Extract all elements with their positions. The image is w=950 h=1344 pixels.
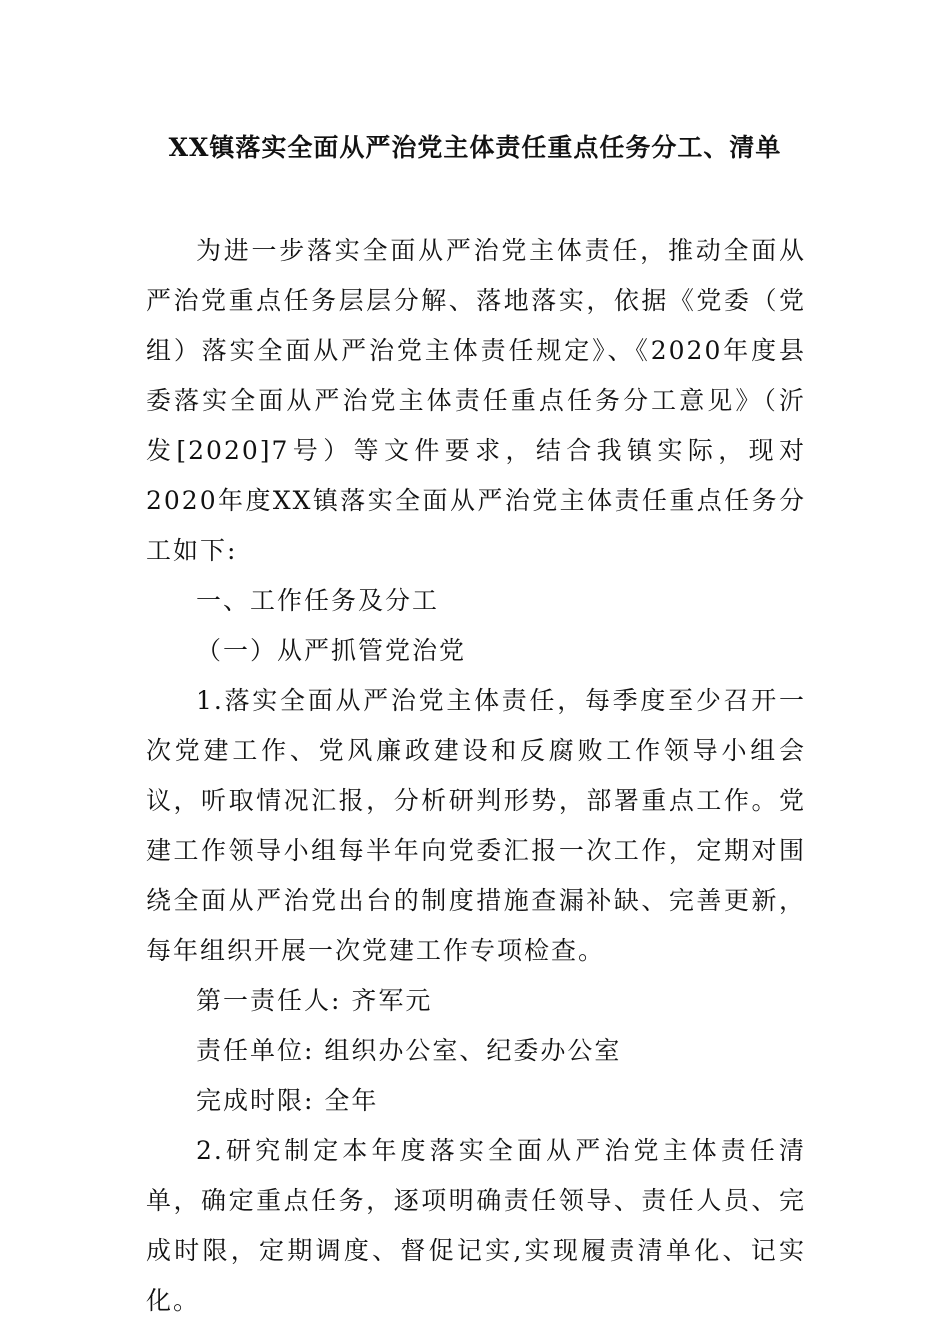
task-1-deadline: 完成时限: 全年 — [196, 1086, 379, 1115]
task-1-paragraph: 1.落实全面从严治党主体责任，每季度至少召开一次党建工作、党风廉政建设和反腐败工作领导小组会议，听取情况汇报，分析研判形势，部署重点工作。党建工作领导小组每半年向党委汇报一次工作，定期对围绕全面从严治党出台的制度措施查漏补缺、完善更新，每年组织开展一次党建工作专项检查。 — [146, 686, 806, 965]
subsection-heading: （一）从严抓管党治党 — [196, 636, 467, 665]
task-1-responsible-unit: 责任单位: 组织办公室、纪委办公室 — [196, 1036, 622, 1065]
document-title: XX镇落实全面从严治党主体责任重点任务分工、清单 — [168, 133, 782, 162]
intro-paragraph: 为进一步落实全面从严治党主体责任，推动全面从严治党重点任务层层分解、落地落实，依据《党委（党组）落实全面从严治党主体责任规定》、《2020年度县委落实全面从严治党主体责任重点任务分工意见》（沂发[2020]7号）等文件要求，结合我镇实际，现对2020年度XX镇落实全面从严治党主体责任重点任务分工如下: — [146, 236, 807, 565]
task-2-paragraph: 2.研究制定本年度落实全面从严治党主体责任清单，确定重点任务，逐项明确责任领导、责任人员、完成时限，定期调度、督促记实,实现履责清单化、记实化。 — [146, 1136, 806, 1315]
document-body — [146, 226, 806, 1326]
task-1-responsible-person: 第一责任人: 齐军元 — [196, 986, 433, 1015]
section-heading: 一、工作任务及分工 — [196, 586, 440, 615]
